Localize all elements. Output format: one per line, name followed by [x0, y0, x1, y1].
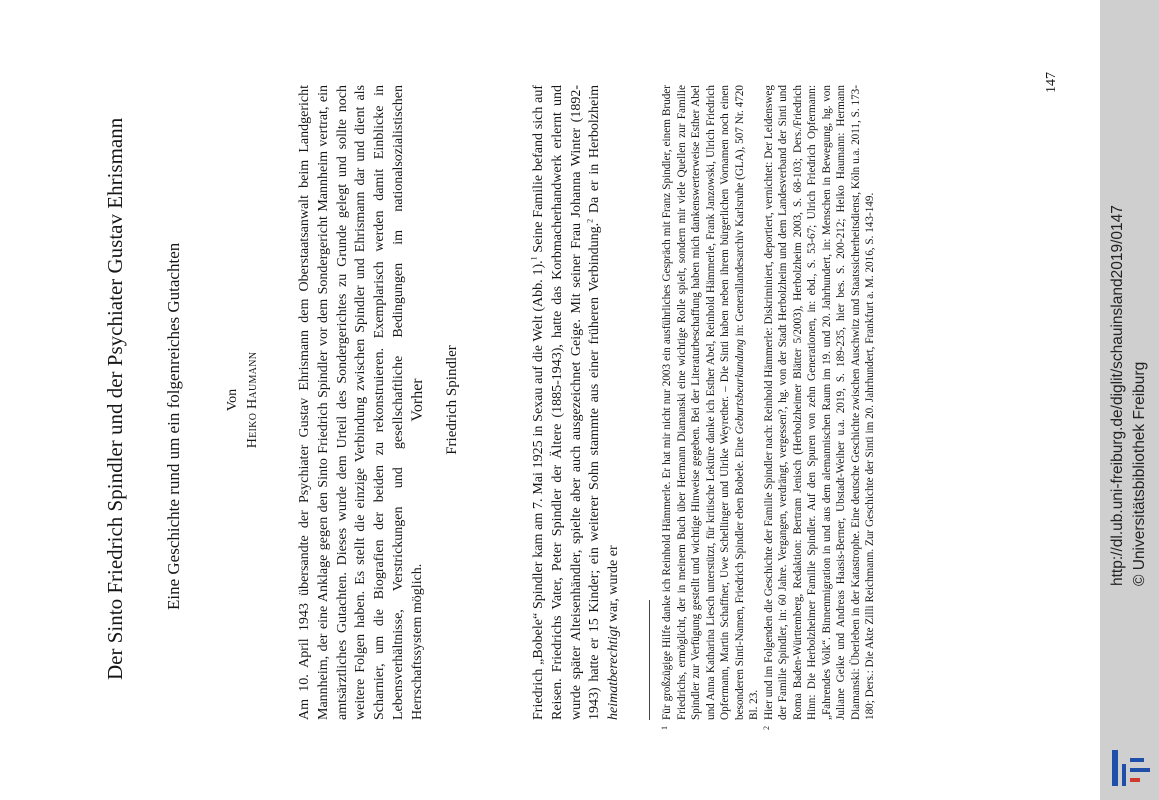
- footnote-text-end: in: Generallandesarchiv Karlsruhe (GLA), 507 Nr. 4720 Bl. 23.: [733, 85, 760, 720]
- byline-von: Von: [225, 388, 240, 412]
- logo-accent: [1130, 778, 1140, 782]
- footnote-divider: [649, 600, 650, 720]
- footnotes: [660, 85, 878, 730]
- logo-bar: [1112, 750, 1118, 786]
- ub-freiburg-logo-icon: [1108, 748, 1154, 788]
- logo-bar: [1122, 764, 1126, 786]
- permalink-url[interactable]: http://dl.ub.uni-freiburg.de/diglit/schauinsland2019/0147: [1109, 205, 1126, 586]
- section-heading: Vorher: [409, 378, 426, 422]
- footnote-ref-1[interactable]: 1: [529, 256, 539, 261]
- footnote-text: Für großzügige Hilfe danke ich Reinhold Hämmerle. Er hat mir nicht nur 2003 ein ausführliches Gespräch mit Franz Spindler, einem Bruder Friedrichs, ermöglicht, der in meinem Buch über Hermann Diamanski eine wichtige Rolle spielt, sondern mir viele Quellen zur Familie Spindler zur Verfügung gestellt und wichtige Hinweise gegeben. Bei der Literaturbeschaffung haben mich dankenswerterweise Esther Abel und Anna Katharina Liesch unterstützt, für kritische Lektüre danke ich Esther Abel, Reinhold Hämmerle, Frank Janzowski, Ulrich Friedrich Opfermann, Martin Schaffner, Uwe Schellinger und Ulrike Weyrether. – Die Sinti haben neben ihrem bürgerlichen Vornamen noch einen besonderen Sinti-Namen, Friedrich Spindler eben Bobele. Eine: [661, 85, 746, 720]
- body-paragraph: [530, 85, 624, 720]
- logo-bar: [1130, 768, 1150, 772]
- body-text-2: Seine Familie befand sich auf Reisen. Friedrichs Vater, Peter Spindler der Ältere (1885-1943), hatte das Korbmacherhandwerk erlernt und wurde später Alteisenhändler, spielte aber auch ausgezeichnet Geige. Mit seiner Frau Johanna Winter (1892-1943) hatte er 15 Kinder; ein weiterer Sohn stammte aus einer früheren Verbindung.: [531, 85, 603, 720]
- footnote-text: Hier und im Folgenden die Geschichte der Familie Spindler nach: Reinhold Hämmerle: Diskriminiert, deportiert, vernichtet: Der Leidensweg der Familie Spindler, in: 60 Jahre. Vergangen, verdrängt, vergessen?, hg. von der Stadt Herbolzheim und dem Landesverband der Sinti und Roma Baden-Württemberg, Redaktion: Bertram Jenisch (Herbolzheimer Blätter 5/2003), Herbolzheim 2003, S. 68-103; Ders./Friedrich Hinn: Die Herbolzheimer Familie Spindler. Auf den Spuren von zehn Generationen, in: ebd., S. 53-67; Ulrich Friedrich Opfermann: „Fahrendes Volk“. Binnenmigration in und aus dem alemannischen Raum im 19. und 20. Jahrhundert, in: Menschen in Bewegung, hg. von Juliane Geike und Andreas Haasis-Berner, Ubstadt-Weiher u.a. 2019, S. 189-235, hier bes. S. 200-212; Heiko Haumann: Hermann Diamanski: Überleben in der Katastrophe. Eine deutsche Geschichte zwischen Auschwitz und Staatssicherheitsdienst, Köln u.a. 2011, S. 173-180; Ders.: Die Akte Zilli Reichmann. Zur Geschichte der Sinti im 20. Jahrhundert, Frankfurt a. M. 2016, S. 143-149.: [762, 85, 876, 720]
- footnote-mark: 2: [761, 726, 771, 730]
- intro-paragraph: Am 10. April 1943 übersandte der Psychiater Gustav Ehrismann dem Oberstaatsanwalt beim Landgericht Mannheim, der eine Anklage gegen den Sinto Friedrich Spindler vor dem Sondergericht Mannheim vertrat, ein amtsärztliches Gutachten. Dieses wurde dem Urteil des Sondergerichtes zu Grunde gelegt und sollte noch weitere Folgen haben. Es stellt die einzige Verbindung zwischen Spindler und Ehrismann dar und dient als Scharnier, um die Biografien der beiden zu rekonstruieren. Exemplarisch werden damit Einblicke in Lebensverhältnisse, Verstrickungen und gesellschaftliche Bedingungen im nationalsozialistischen Herrschaftssystem möglich.: [297, 85, 425, 720]
- article-subtitle: Eine Geschichte rund um ein folgenreiches Gutachten: [164, 242, 183, 610]
- logo-bar: [1130, 758, 1144, 762]
- body-text-4: war, wurde er: [606, 545, 622, 626]
- footnote-2: [761, 85, 878, 730]
- body-text-3: Da er in Herbolzheim: [587, 85, 603, 219]
- article-title: Der Sinto Friedrich Spindler und der Psychiater Gustav Ehrismann: [103, 117, 127, 680]
- copyright-notice: © Universitätsbibliothek Freiburg: [1131, 361, 1148, 586]
- footnote-ref-2[interactable]: 2: [585, 218, 595, 223]
- sidebar-rotated-text: [1100, 0, 1159, 800]
- footnote-italic: Geburtsbeurkundung: [733, 339, 746, 435]
- viewer-sidebar: [1100, 0, 1159, 800]
- page-number: 147: [1044, 72, 1059, 93]
- subsection-heading: Friedrich Spindler: [444, 345, 460, 455]
- body-text-1: Friedrich „Bobele“ Spindler kam am 7. Mai 1925 in Sexau auf die Welt (Abb. 1).: [531, 260, 546, 720]
- body-italic-term: heimatberechtigt: [606, 625, 622, 720]
- footnote-mark: 1: [660, 726, 669, 730]
- author-name: Heiko Haumann: [245, 351, 260, 449]
- footnote-1: [660, 85, 762, 730]
